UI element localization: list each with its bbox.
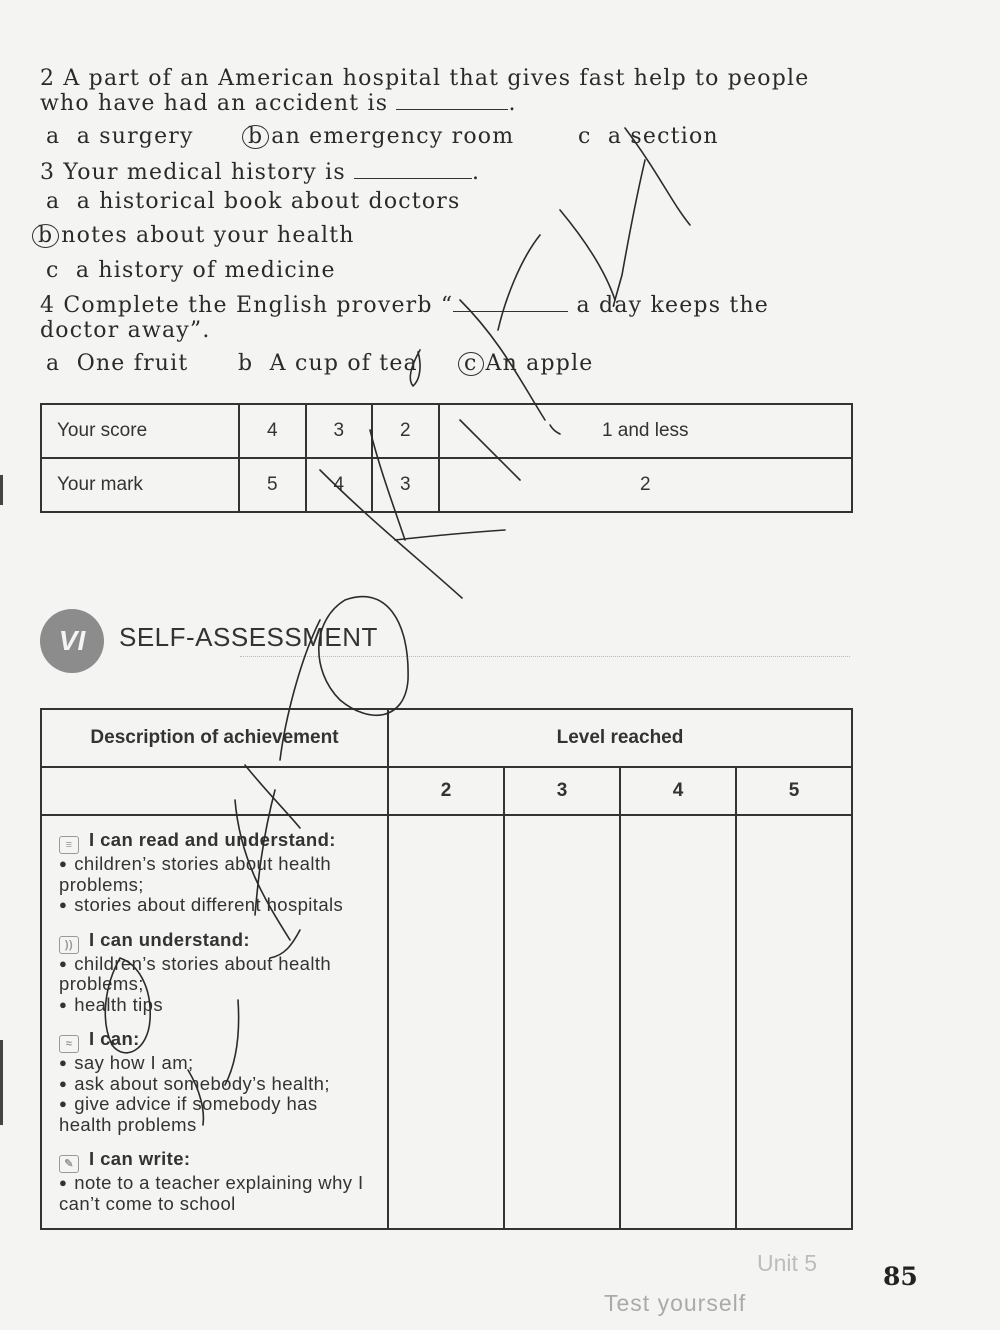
score-cell: 1 and less [439,404,853,458]
achievements-row [41,815,852,1229]
row-label: Your mark [41,458,239,512]
answer-blank [396,91,508,110]
circled-letter: b [242,125,269,149]
level-cell [388,815,504,1229]
book-icon: ≡ [59,836,79,854]
level-cell [504,815,620,1229]
level-header: 2 [388,767,504,815]
list-item: ● children’s stories about health problems; [59,854,373,895]
score-row [41,404,852,458]
list-item: ● give advice if somebody has health problems [59,1094,373,1135]
scan-edge-mark [0,1040,3,1125]
group-writing [59,1149,373,1214]
empty-cell [41,767,388,815]
level-cell [620,815,736,1229]
option-b: b A cup of tea [238,351,418,376]
header-row [41,709,852,767]
question-4-stem: 4 Complete the English proverb “ [40,293,454,318]
answer-blank [354,160,472,179]
group-heading: I can read and understand: [89,829,336,850]
levels-row [41,767,852,815]
circled-letter: b [32,224,59,248]
question-3: 3 Your medical history is . [40,160,481,185]
col-description-header: Description of achievement [41,709,388,767]
level-header: 3 [504,767,620,815]
page-number: 85 [883,1262,918,1291]
section-label: Test yourself [604,1290,747,1316]
level-cell [736,815,852,1229]
list-item: ● stories about different hospitals [59,895,373,916]
unit-label: Unit 5 [757,1250,818,1276]
option-b-circled: b an emergency room [242,124,514,149]
section-title: SELF-ASSESSMENT [119,622,378,652]
group-listening [59,930,373,1016]
mark-cell: 5 [239,458,306,512]
level-header: 5 [736,767,852,815]
self-assessment-table [40,708,853,1230]
speech-icon: ≈ [59,1035,79,1053]
mark-cell: 2 [439,458,853,512]
option-c: c a section [578,124,719,149]
list-item: ● children’s stories about health problems; [59,954,373,995]
score-table [40,403,853,513]
group-heading: I can: [89,1028,140,1049]
option-a: a a surgery [46,124,194,149]
section-number-badge: VI [40,609,104,673]
question-2: 2 A part of an American hospital that gives fast help to people who have had an accident is . [40,66,810,116]
score-cell: 4 [239,404,306,458]
mark-cell: 3 [372,458,439,512]
level-header: 4 [620,767,736,815]
scan-edge-mark [0,475,3,505]
question-3-stem: 3 Your medical history is [40,160,346,185]
answer-blank [453,293,568,312]
question-3-option-c: c a history of medicine [46,258,336,283]
option-a: a One fruit [46,351,189,376]
list-item: ● health tips [59,995,373,1016]
pencil-icon: ✎ [59,1155,79,1173]
question-2-stem: 2 A part of an American hospital that gives fast help to people who have had an accident is [40,66,810,116]
group-speaking [59,1029,373,1135]
list-item: ● ask about somebody’s health; [59,1074,373,1095]
group-reading [59,830,373,916]
row-label: Your score [41,404,239,458]
question-4: 4 Complete the English proverb “ a day keeps the doctor away”. [40,293,770,343]
achievement-descriptions [41,815,388,1229]
list-item: ● say how I am; [59,1053,373,1074]
score-cell: 3 [306,404,373,458]
section-divider [240,656,850,657]
group-heading: I can understand: [89,928,250,950]
mark-row [41,458,852,512]
question-3-option-b-circled: b notes about your health [32,223,355,248]
list-item: ● note to a teacher explaining why I can’t come to school [59,1173,373,1214]
audio-icon: )) [59,936,79,954]
question-3-option-a: a a historical book about doctors [46,189,461,214]
score-cell: 2 [372,404,439,458]
option-c-circled: c An apple [458,351,594,376]
circled-letter: c [458,352,484,376]
col-level-header: Level reached [388,709,852,767]
group-heading: I can write: [89,1148,191,1169]
mark-cell: 4 [306,458,373,512]
